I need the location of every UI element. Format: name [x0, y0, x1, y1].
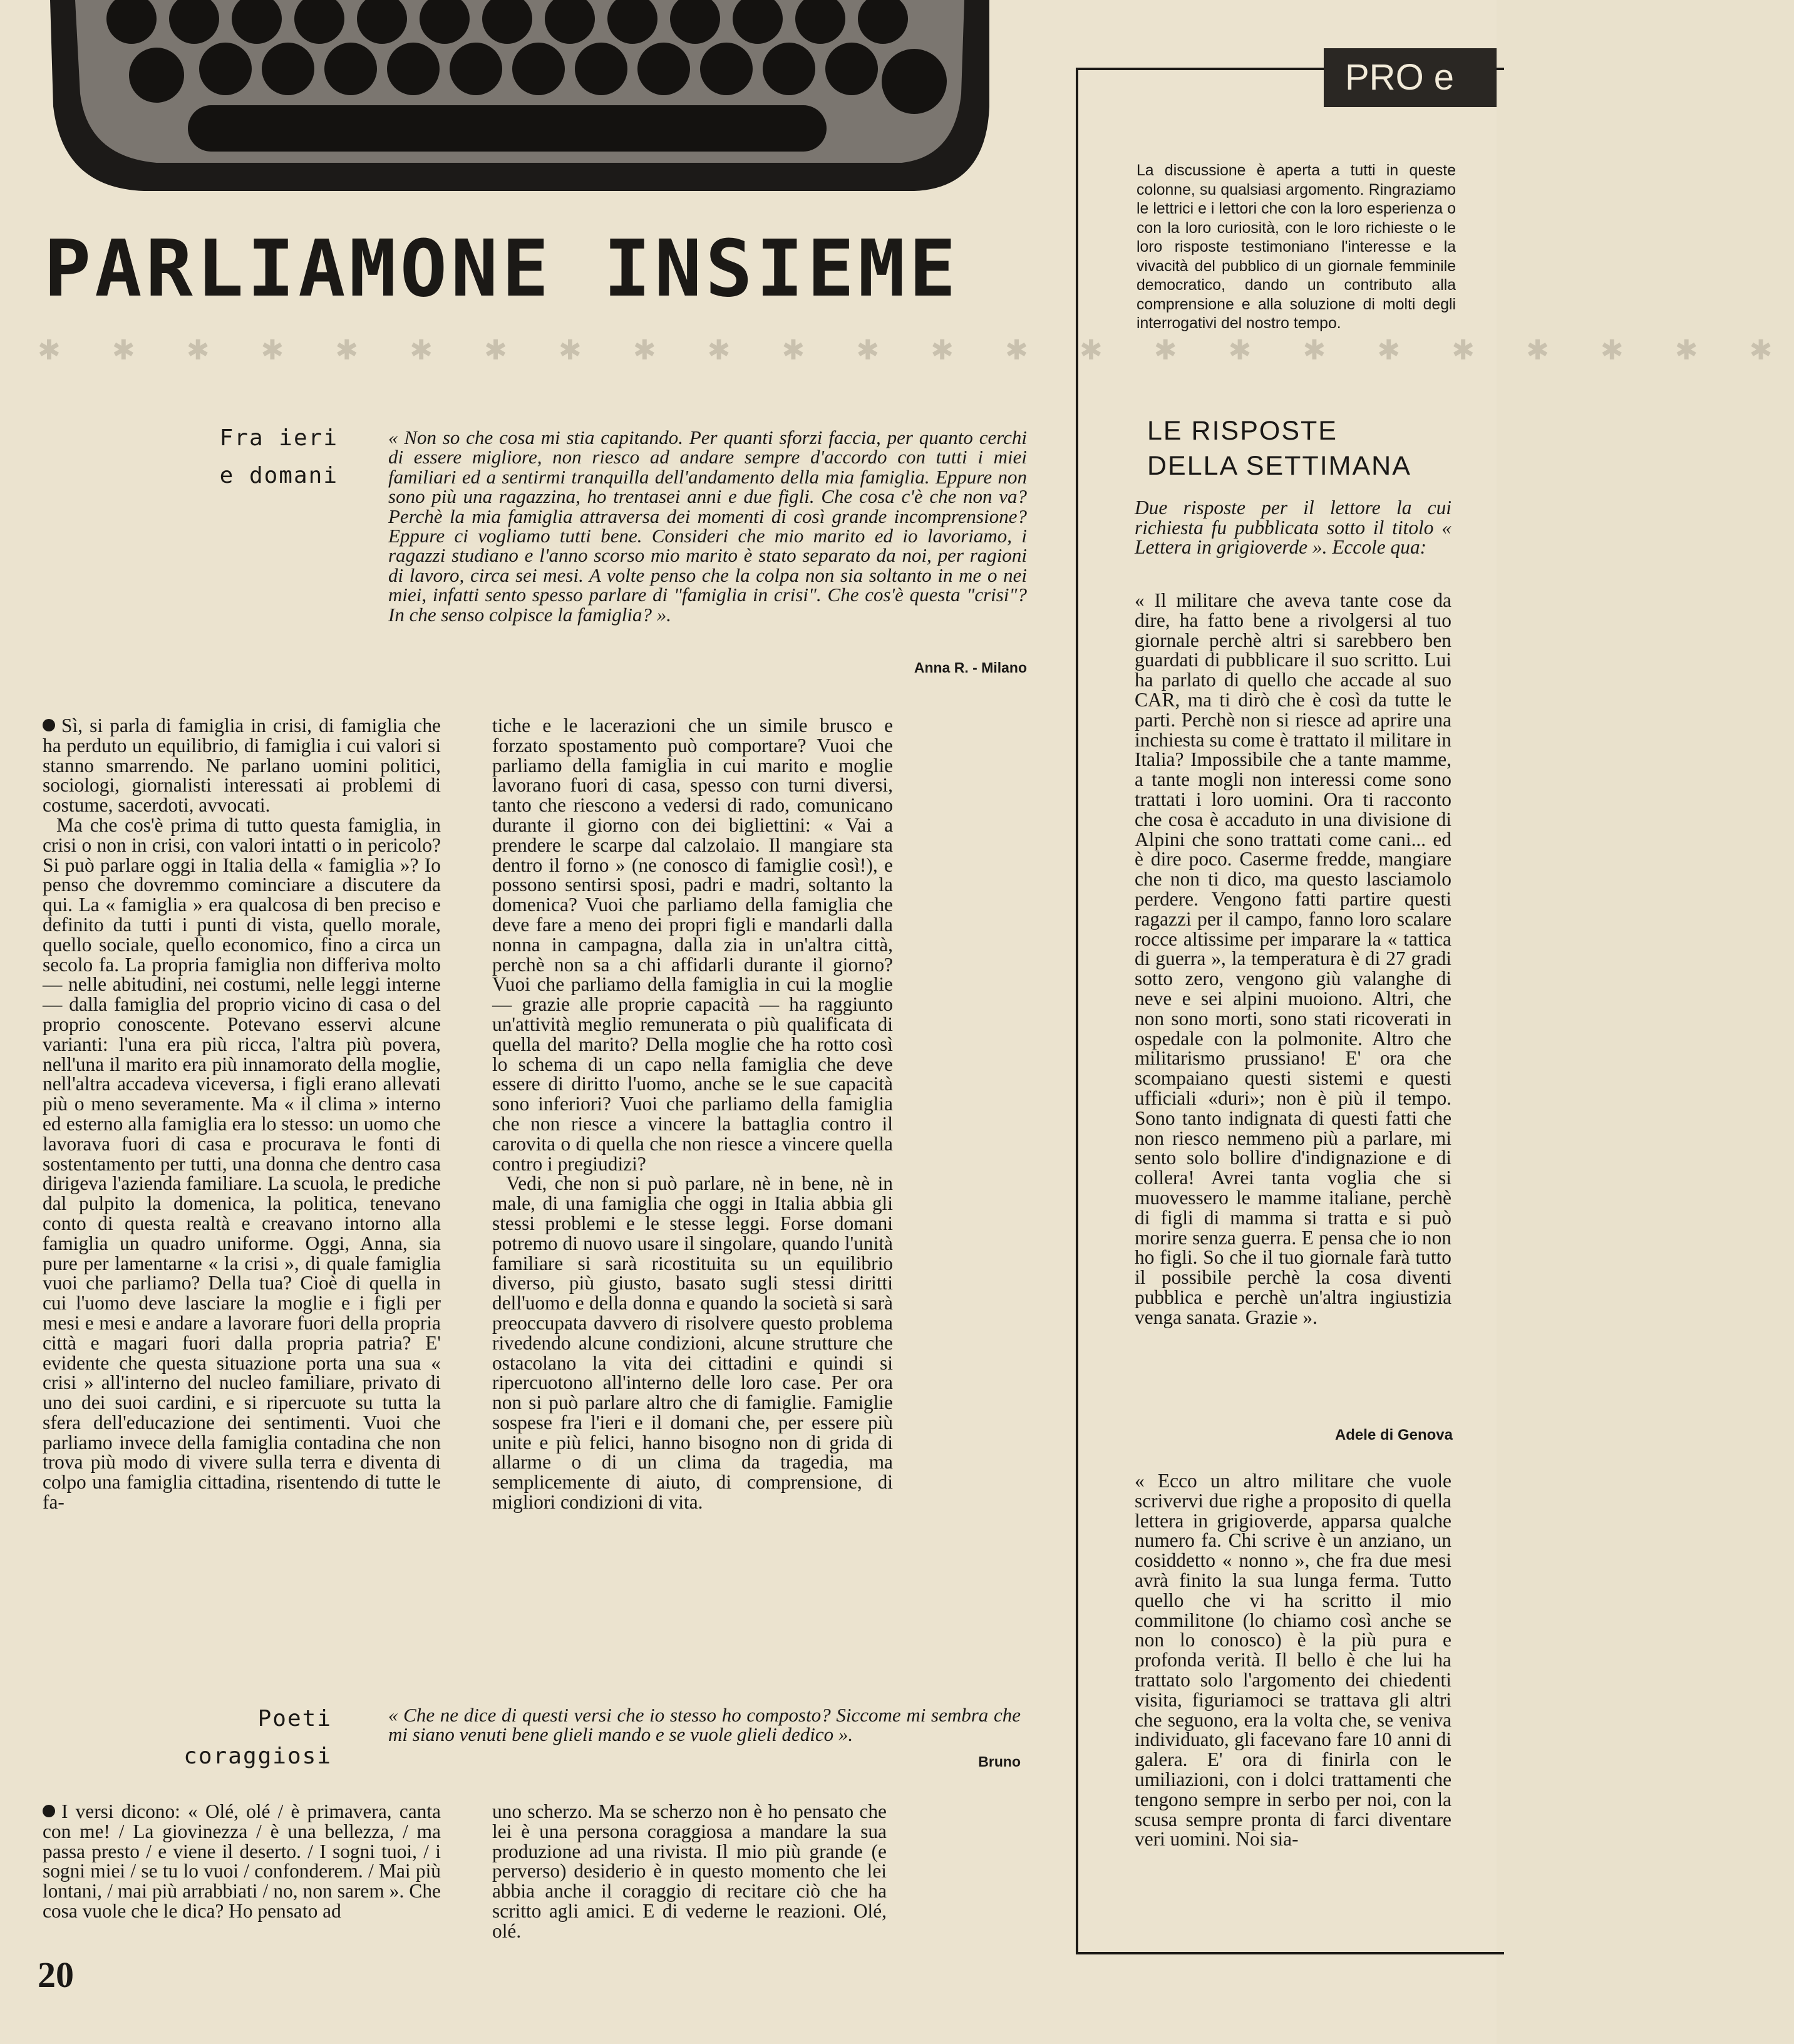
section-tag: PRO e	[1324, 48, 1497, 107]
sidebar-intro: La discussione è aperta a tutti in queste colonne, su qualsiasi argomento. Ringraziamo le lettrici e i lettori che con la loro esperienza o con la loro curiosità, con le loro richieste o le loro risposte testimoniano l'interesse e la vivacità del pubblico di un giornale femminile democratico, dando un contributo alla comprensione e alla soluzione di molti degli interrogativi del nostro tempo.	[1137, 162, 1456, 332]
sidebar-lead: Due risposte per il lettore la cui richiesta fu pubblicata sotto il titolo « Lettera in grigioverde ». Eccole qua:	[1135, 497, 1451, 559]
paragraph: uno scherzo. Ma se scherzo non è ho pensato che lei è una persona coraggiosa a mandare la sua produzione ad una rivista. Il mio più grande (e perverso) desiderio è in questo momento che lei abbia anche il coraggio di recitare ciò che ha scritto agli amici. E di vederne le reazioni. Olé, olé.	[492, 1800, 887, 1942]
paragraph	[43, 716, 441, 815]
response-letter: « Il militare che aveva tante cose da dire, ha fatto bene a rivolgersi al tuo giornale perchè altri si sarebbero ben guardati di pubblicare il suo scritto. Lui ha parlato di quello che accade al suo CAR, ma ti dirò che è così da tutte le parti. Perchè non si riesce ad aprire una inchiesta su come è trattato il militare in Italia? Impossibile che a tante mamme, a tante mogli non interessi come sono trattati i loro uomini. Ora ti racconto che cosa è accaduto in una divisione di Alpini che sono trattati come cani... ed è dire poco. Caserme fredde, mangiare che non ti dico, ma questo lasciamolo perdere. Vengono fatti partire questi ragazzi per il campo, fanno loro scalare rocce altissime per imparare la « tattica di guerra », la temperatura è di 27 gradi sotto zero, vengono giù valanghe di neve e sei alpini muoiono. Altri, che non sono morti, sono stati ricoverati in ospedale con la polmonite. Altro che militarismo prussiano! E' ora che scompaiano questi sistemi e questi ufficiali «duri»; non è più il tempo. Sono tanto indignata di questi fatti che non riesco nemmeno più a parlare, mi sento solo bollire d'indignazione e di collera! Avrei tanta voglia che si muovessero le mamme italiane, perchè di figli di mamma si tratta e si può morire senza guerra. E pensa che io non ho figli. So che il tuo giornale farà tutto il possibile perchè la cosa diventi pubblica e perchè un'altra ingiustizia venga sanata. Grazie ».	[1135, 589, 1451, 1328]
section-label-line: coraggiosi	[183, 1743, 332, 1769]
section-label-fra-ieri	[188, 420, 338, 495]
typewriter-illustration	[50, 0, 989, 200]
sidebar-heading	[1147, 413, 1467, 483]
paragraph-text: I versi dicono: « Olé, olé / è primavera, canta con me! / La giovinezza / è una bellezza, / ma passa presto / e viene il deserto. / I sogni tuoi, / i sogni miei / se tu lo vuoi / confonderem. / Mai più lontani, / mai più arrabbiati / no, non sarem ». Che cosa vuole che le dica? Ho pensato ad	[43, 1800, 441, 1922]
paragraph	[43, 1802, 441, 1921]
response-letter: « Ecco un altro militare che vuole scrivervi due righe a proposito di quella lettera in grigioverde, apparsa qualche numero fa. Chi scrive è un anziano, un cosiddetto « nonno », che fra due mesi avrà finito la sua lunga ferma. Tutto quello che vi ha scritto il mio commilitone (lo chiamo così anche se non lo conosco) è la più pura e profonda verità. Il bello è che lui ha trattato solo l'argomento dei chiedenti visita, figuriamoci se trattava gli altri che seguono, era la volta che, se veniva individuato, gli facevano fare 10 anni di galera. E' ora di finirla con le umiliazioni, con i dolci trattamenti che tengono sempre in serbo per noi, con la scusa sempre pronta di farci diventare veri uomini. Noi sia-	[1135, 1470, 1451, 1850]
answer-column-1	[43, 716, 441, 1512]
letter-signature: Anna R. - Milano	[914, 659, 1027, 676]
paragraph-text: Sì, si parla di famiglia in crisi, di famiglia che ha perduto un equilibrio, di famiglia i cui valori si stanno smarrendo. Ne parlano uomini politici, sociologi, giornalisti interessati ai problemi di costume, sacerdoti, avvocati.	[43, 715, 441, 817]
reader-letter: « Non so che cosa mi stia capitando. Per quanti sforzi faccia, per quanto cerchi di essere migliore, non riesco ad andare sempre d'accordo con tutti i miei familiari ed a sentirmi tranquilla dell'andamento della mia famiglia. Eppure non sono più una ragazzina, ho trentasei anni e due figli. Che cosa c'è che non va? Perchè la mia famiglia attraversa dei momenti di così grande incomprensione? Eppure ci vogliamo tutti bene. Consideri che mio marito ed io lavoriamo, i ragazzi studiano e l'anno scorso mio marito è stato separato da noi, per ragioni di lavoro, circa sei mesi. A volte penso che la colpa non sia soltanto in me o nei miei, infatti sento spesso parlare di "famiglia in crisi". Che cos'è questa "crisi"? In che senso colpisce la famiglia? ».	[388, 426, 1027, 626]
star-ornament-row: ✱ ✱ ✱ ✱ ✱ ✱ ✱ ✱ ✱ ✱ ✱ ✱ ✱ ✱ ✱ ✱ ✱ ✱ ✱ ✱ ✱ ✱ ✱ ✱	[38, 334, 1794, 366]
bullet-dot-icon	[43, 1805, 55, 1817]
bullet-dot-icon	[43, 719, 55, 731]
heading-line: LE RISPOSTE	[1147, 416, 1338, 446]
section-label-line: e domani	[219, 463, 338, 488]
paragraph: Ma che cos'è prima di tutto questa famiglia, in crisi o non in crisi, con valori intatti o in pericolo? Si può parlare oggi in Italia della « famiglia »? Io penso che dovremmo cominciare a discutere da qui. La « famiglia » era qualcosa di ben preciso e definito da tutti i punti di vista, quello morale, quello sociale, quello economico, fino a circa un secolo fa. La propria famiglia non differiva molto — nelle abitudini, nei costumi, nelle leggi interne — dalla famiglia del proprio vicino di casa o del proprio conoscente. Potevano esservi alcune varianti: l'una era più ricca, l'altra più povera, nell'una il marito era più innamorato della moglie, nell'altra accadeva viceversa, i figli erano allevati più o meno severamente. Ma « il clima » interno ed esterno alla famiglia era lo stesso: un uomo che lavorava fuori di casa e procurava le fonti di sostentamento per tutti, una donna che dentro casa dirigeva l'azienda familiare. La scuola, le prediche dal pulpito la domenica, la politica, tenevano conto di questa realtà e creavano intorno alla famiglia un quadro uniforme. Oggi, Anna, sia pure per lamentarne « la crisi », di quale famiglia vuoi che parliamo? Della tua? Cioè di quella in cui l'uomo deve lasciare la moglie e i figli per mesi e mesi e andare a lavorare fuori della propria città e magari fuori dalla propria patria? E' evidente che questa situazione porta una sua « crisi » all'interno del nucleo familiare, privato di uno dei suoi cardini, e si ripercuote su tutta la sfera dell'educazione dei sentimenti. Vuoi che parliamo invece della famiglia contadina che non trova più modo di vivere sulla terra e diventa di colpo una famiglia cittadina, risentendo di tutte le fa-	[43, 813, 441, 1514]
answer-column-2	[492, 716, 893, 1512]
answer-column-3	[43, 1802, 441, 1921]
paragraph: Vedi, che non si può parlare, nè in bene, nè in male, di una famiglia che oggi in Italia abbia gli stessi problemi e le stesse leggi. Forse domani potremo di nuovo usare il singolare, quando l'unità familiare si sarà ricostituita su un equilibrio diverso, più giusto, basato sugli stessi diritti dell'uomo e della donna e quando la società si sarà preoccupata davvero di risolvere questo problema rivedendo alcune condizioni, alcune strutture che ostacolano la vita dei cittadini e quindi si ripercuotono all'interno delle loro case. Per ora non si può parlare altro che di famiglie. Famiglie sospese fra l'ieri e il domani che, per essere più unite e più felici, hanno bisogno non di grida di allarme o di un clima da tragedia, ma semplicemente di aiuto, di comprensione, di migliori condizioni di vita.	[492, 1172, 893, 1514]
page-number: 20	[38, 1954, 74, 1995]
paragraph: tiche e le lacerazioni che un simile brusco e forzato spostamento può comportare? Vuoi che parliamo della famiglia in cui marito e moglie lavorano fuori di casa, spesso con turni diversi, tanto che riescono a vedersi di rado, comunicano durante il giorno con dei bigliettini: « Vai a prendere le scarpe dal calzolaio. Il mangiare sta dentro il forno » (ne conosco di famiglie così!), e possono sentirsi sposi, padri e madri, soltanto la domenica? Vuoi che parliamo della famiglia che deve fare a meno dei propri figli e mandarli dalla nonna in campagna, dalla zia in un'altra città, perchè non sa a chi affidarli durante il giorno? Vuoi che parliamo della famiglia in cui la moglie — grazie alle proprie capacità — ha raggiunto un'attività meglio remunerata o più qualificata di quella del marito? Della moglie che ha rotto così lo schema di un capo nella famiglia che deve essere di diritto l'uomo, anche se le sue capacità sono inferiori? Vuoi che parliamo della famiglia che non riesce a vincere la battaglia contro il carovita o di quella che non riesce a vincere quella contro i pregiudizi?	[492, 715, 893, 1175]
letter-signature: Bruno	[978, 1753, 1021, 1770]
response-signature: Adele di Genova	[1334, 1427, 1453, 1443]
answer-column-4	[492, 1802, 887, 1941]
heading-line: DELLA SETTIMANA	[1147, 451, 1411, 481]
section-label-poeti-coraggiosi	[144, 1700, 332, 1775]
page-title: PARLIAMONE INSIEME	[44, 224, 960, 314]
section-label-line: Fra ieri	[219, 425, 338, 451]
section-label-line: Poeti	[257, 1706, 332, 1732]
reader-letter: « Che ne dice di questi versi che io stesso ho composto? Siccome mi sembra che mi siano venuti bene glieli mando e se vuole glieli dedico ».	[388, 1704, 1021, 1746]
